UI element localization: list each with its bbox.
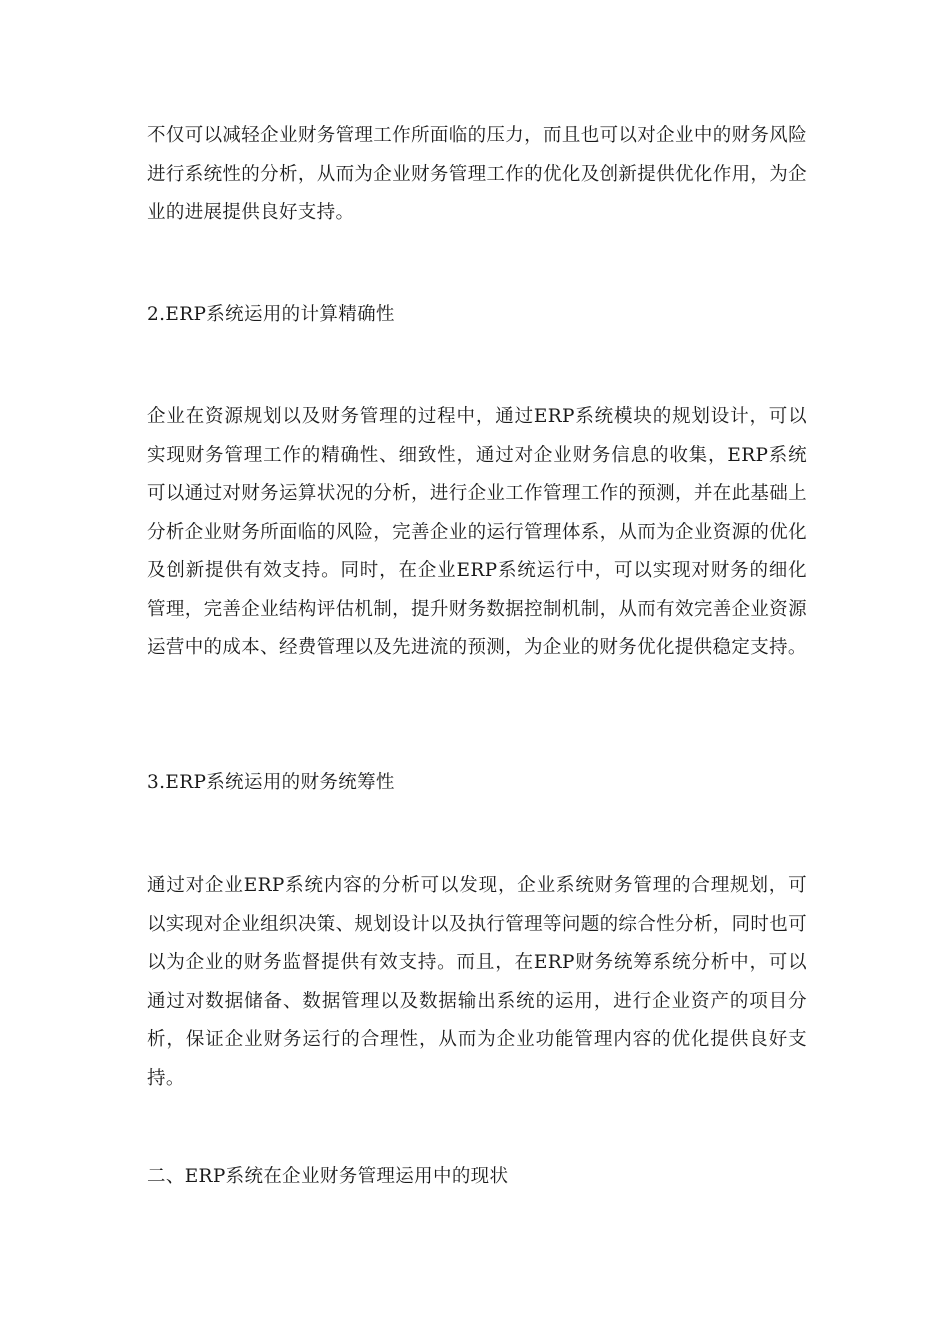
chapter-heading-2: 二、ERP系统在企业财务管理运用中的现状 bbox=[147, 1166, 509, 1187]
paragraph-1: 不仅可以减轻企业财务管理工作所面临的压力，而且也可以对企业中的财务风险进行系统性的分析，从而为企业财务管理工作的优化及创新提供优化作用，为企业的进展提供良好支持。 bbox=[147, 125, 807, 223]
section-heading-2: 2.ERP系统运用的计算精确性 bbox=[147, 304, 395, 325]
paragraph-3: 通过对企业ERP系统内容的分析可以发现，企业系统财务管理的合理规划，可以实现对企业组织决策、规划设计以及执行管理等问题的综合性分析，同时也可以为企业的财务监督提供有效支持。而且，在ERP财务统筹系统分析中，可以通过对数据储备、数据管理以及数据输出系统的运用，进行企业资产的项目分析，保证企业财务运行的合理性，从而为企业功能管理内容的优化提供良好支持。 bbox=[147, 875, 807, 1089]
section-heading-3: 3.ERP系统运用的财务统筹性 bbox=[147, 772, 395, 793]
paragraph-2: 企业在资源规划以及财务管理的过程中，通过ERP系统模块的规划设计，可以实现财务管理工作的精确性、细致性，通过对企业财务信息的收集，ERP系统可以通过对财务运算状况的分析，进行企业工作管理工作的预测，并在此基础上分析企业财务所面临的风险，完善企业的运行管理体系，从而为企业资源的优化及创新提供有效支持。同时，在企业ERP系统运行中，可以实现对财务的细化管理，完善企业结构评估机制，提升财务数据控制机制，从而有效完善企业资源运营中的成本、经费管理以及先进流的预测，为企业的财务优化提供稳定支持。 bbox=[147, 406, 807, 658]
